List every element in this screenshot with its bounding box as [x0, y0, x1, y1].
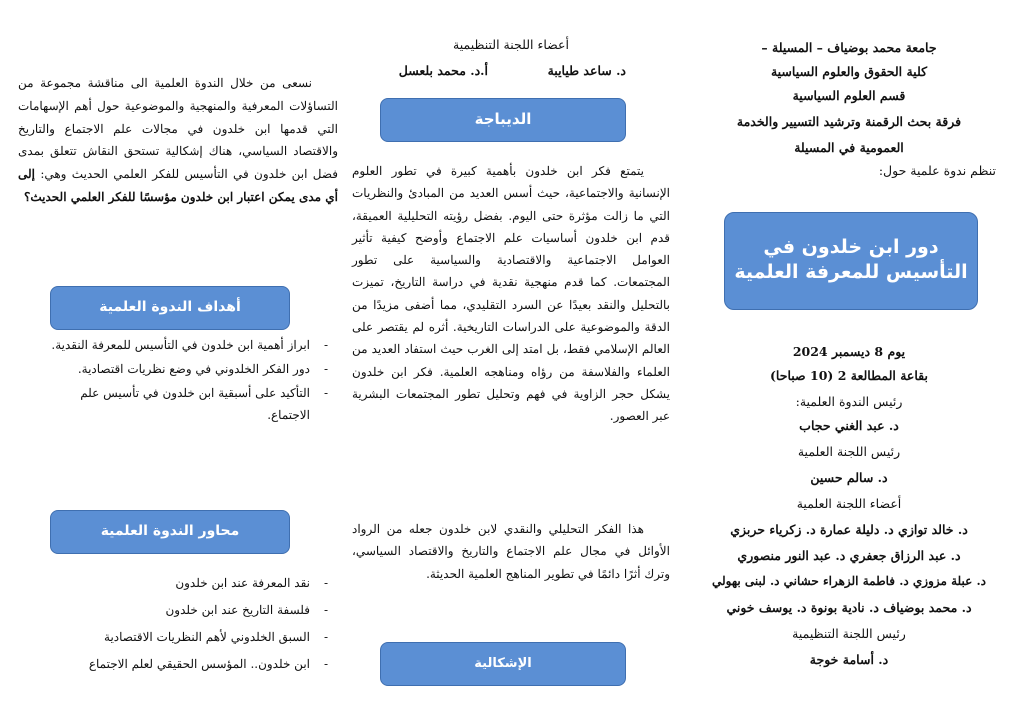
seminar-venue: بقاعة المطالعة 2 (10 صباحا): [770, 368, 928, 383]
preamble-heading: الديباجة: [380, 98, 626, 142]
goals-list: [36, 334, 332, 426]
problem-heading: الإشكالية: [380, 642, 626, 686]
seminar-title-line2: التأسيس للمعرفة العلمية: [734, 261, 968, 283]
middle-column: [348, 0, 674, 724]
scientific-committee-member-row: د. عبد الرزاق جعفري د. عبد النور منصوري: [737, 548, 961, 563]
scientific-committee-chair-name: د. سالم حسين: [810, 470, 888, 485]
scientific-committee-member-row: د. عبلة مزوزي د. فاطمة الزهراء حشاني د. لبنى بهولي: [712, 574, 986, 588]
scientific-committee-members-label: أعضاء اللجنة العلمية: [796, 496, 902, 511]
problem-question: إلى أي مدى يمكن اعتبار ابن خلدون مؤسسًا للفكر العلمي الحديث؟: [18, 167, 338, 204]
seminar-title-box: [724, 212, 978, 310]
preamble-paragraph-1: يتمتع فكر ابن خلدون بأهمية كبيرة في تطور العلوم الإنسانية والاجتماعية، حيث أسس العديد من المبادئ والنظريات التي ما زالت مؤثرة حتى اليوم. بفضل رؤيته التحليلية العميقة، قدم ابن خلدون أساسيات علم الاجتماع وأوضح كيفية تأثير العوامل الاجتماعية والاقتصادية والسياسية على تطور المجتمعات. كما قدم منهجية نقدية في دراسة التاريخ، تميزت بالتحليل والنقد بعيدًا عن السرد التقليدي، مما أضفى مزيدًا من الدقة والموضوعية على الدراسات التاريخية. أثره لم يقتصر على العالم الإسلامي فقط، بل امتد إلى الغرب حيث استفاد العديد من العلماء والفلاسفة من رؤاه ومناهجه العلمية. فكر ابن خلدون يشكل حجر الزاوية في فهم وتحليل تطور المجتمعات البشرية عبر العصور.: [352, 164, 670, 424]
organizing-member: د. ساعد طيايبة: [547, 63, 626, 78]
intro-text: تنظم ندوة علمية حول:: [878, 163, 996, 178]
problem-statement-text: نسعى من خلال الندوة العلمية الى مناقشة مجموعة من التساؤلات المعرفية والمنهجية والموضوعية حول أهم الإسهامات التي قدمها ابن خلدون في مجالات علم الاجتماع والتاريخ والاقتصاد السياسي، هناك إشكالية تستحق النقاش تتعلق بمدى فضل ابن خلدون في التأسيس للفكر العلمي الحديث وهي:: [18, 76, 338, 182]
seminar-title-line1: دور ابن خلدون في: [763, 236, 939, 258]
list-item: - ابن خلدون.. المؤسس الحقيقي لعلم الاجتماع: [36, 653, 332, 675]
list-item: - ابراز أهمية ابن خلدون في التأسيس للمعرفة النقدية.: [36, 334, 332, 356]
preamble-paragraph-2: هذا الفكر التحليلي والنقدي لابن خلدون جعله من الرواد الأوائل في مجال علم الاجتماع والتاريخ والاقتصاد السياسي، وترك أثرًا دائمًا في تطوير المناهج العلمية الحديثة.: [352, 522, 670, 581]
organizing-committee-chair-name: د. أسامة خوجة: [809, 652, 889, 667]
problem-statement: [18, 72, 338, 209]
scientific-committee-member-row: د. خالد توازي د. دليلة عمارة د. زكرياء حربزي: [730, 522, 968, 537]
axes-heading: محاور الندوة العلمية: [50, 510, 290, 554]
scientific-committee-chair-label: رئيس اللجنة العلمية: [797, 444, 901, 459]
list-item: - نقد المعرفة عند ابن خلدون: [36, 572, 332, 594]
research-team-line1: فرقة بحث الرقمنة وترشيد التسيير والخدمة: [736, 114, 962, 129]
faculty-name: كلية الحقوق والعلوم السياسية: [770, 64, 928, 79]
organizing-committee-chair-label: رئيس اللجنة التنظيمية: [792, 626, 906, 641]
department-name: قسم العلوم السياسية: [792, 88, 906, 103]
list-item: - السبق الخلدوني لأهم النظريات الاقتصادية: [36, 626, 332, 648]
chair-name: د. عبد الغني حجاب: [799, 418, 899, 433]
university-name: جامعة محمد بوضياف – المسيلة –: [761, 40, 937, 55]
list-item: - التأكيد على أسبقية ابن خلدون في تأسيس علم الاجتماع.: [36, 382, 332, 426]
list-item: - فلسفة التاريخ عند ابن خلدون: [36, 599, 332, 621]
organizing-committee-members-label: أعضاء اللجنة التنظيمية: [453, 37, 569, 52]
seminar-date: يوم 8 ديسمبر 2024: [792, 344, 906, 359]
organizing-member: أ.د. محمد بلعسل: [398, 63, 488, 78]
list-item: - دور الفكر الخلدوني في وضع نظريات اقتصادية.: [36, 358, 332, 380]
left-column: [18, 0, 344, 724]
axes-list: [36, 572, 332, 675]
goals-heading: أهداف الندوة العلمية: [50, 286, 290, 330]
scientific-committee-member-row: د. محمد بوضياف د. نادية بونوة د. يوسف خوني: [726, 600, 972, 615]
chair-label: رئيس الندوة العلمية:: [795, 394, 903, 409]
right-column: [684, 0, 1014, 724]
research-team-line2: العمومية في المسيلة: [794, 140, 904, 155]
